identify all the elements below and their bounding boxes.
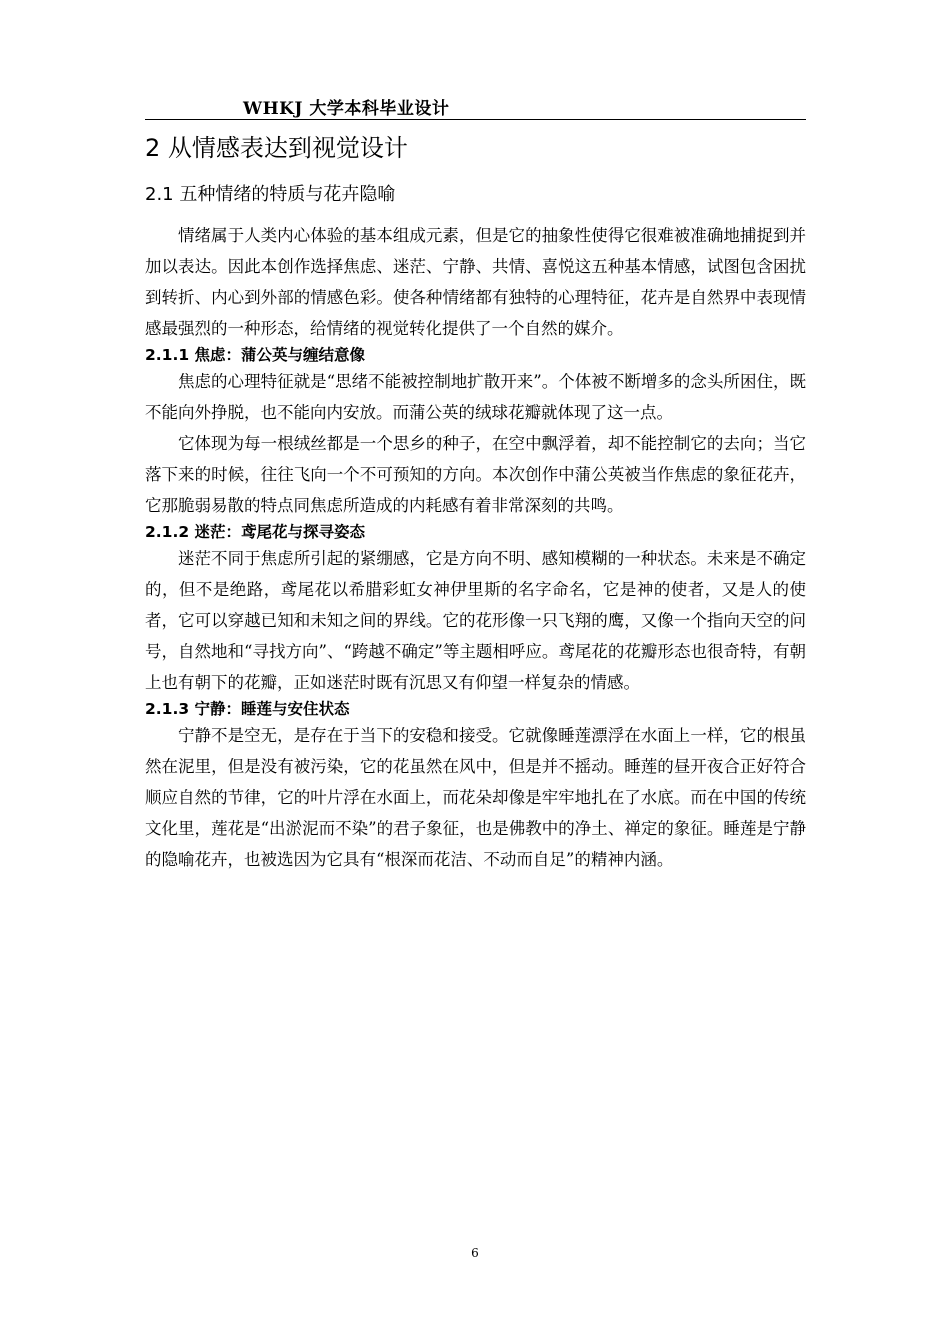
- running-header-title: WHKJ 大学本科毕业设计: [243, 99, 450, 119]
- subsection-title-tranquility: 2.1.3 宁静：睡莲与安住状态: [145, 700, 350, 718]
- paragraph: 焦虑的心理特征就是“思绪不能被控制地扩散开来”。个体被不断增多的念头所困住，既不能向外挣脱，也不能向内安放。而蒲公英的绒球花瓣就体现了这一点。: [145, 372, 806, 422]
- subsection-title-anxiety: 2.1.1 焦虑：蒲公英与缠结意像: [145, 346, 366, 364]
- subsection-title-confusion: 2.1.2 迷茫：鸢尾花与探寻姿态: [145, 523, 366, 541]
- page-number: 6: [471, 1246, 479, 1260]
- chapter-title: 2 从情感表达到视觉设计: [145, 134, 408, 162]
- running-header: [145, 92, 806, 120]
- section-title: 2.1 五种情绪的特质与花卉隐喻: [145, 184, 396, 205]
- paragraph: 它体现为每一根绒丝都是一个思乡的种子，在空中飘浮着，却不能控制它的去向；当它落下来的时候，往往飞向一个不可预知的方向。本次创作中蒲公英被当作焦虑的象征花卉，它那脆弱易散的特点同焦虑所造成的内耗感有着非常深刻的共鸣。: [145, 434, 806, 515]
- section-intro-paragraph: 情绪属于人类内心体验的基本组成元素，但是它的抽象性使得它很难被准确地捕捉到并加以表达。因此本创作选择焦虑、迷茫、宁静、共情、喜悦这五种基本情感，试图包含困扰到转折、内心到外部的情感色彩。使各种情绪都有独特的心理特征，花卉是自然界中表现情感最强烈的一种形态，给情绪的视觉转化提供了一个自然的媒介。: [145, 226, 806, 338]
- paragraph: 迷茫不同于焦虑所引起的紧绷感，它是方向不明、感知模糊的一种状态。未来是不确定的，但不是绝路，鸢尾花以希腊彩虹女神伊里斯的名字命名，它是神的使者，又是人的使者，它可以穿越已知和未知之间的界线。它的花形像一只飞翔的鹰，又像一个指向天空的问号，自然地和“寻找方向”、“跨越不确定”等主题相呼应。鸢尾花的花瓣形态也很奇特，有朝上也有朝下的花瓣，正如迷茫时既有沉思又有仰望一样复杂的情感。: [145, 549, 806, 692]
- paragraph: 宁静不是空无，是存在于当下的安稳和接受。它就像睡莲漂浮在水面上一样，它的根虽然在泥里，但是没有被污染，它的花虽然在风中，但是并不摇动。睡莲的昼开夜合正好符合顺应自然的节律，它的叶片浮在水面上，而花朵却像是牢牢地扎在了水底。而在中国的传统文化里，莲花是“出淤泥而不染”的君子象征，也是佛教中的净土、禅定的象征。睡莲是宁静的隐喻花卉，也被选因为它具有“根深而花洁、不动而自足”的精神内涵。: [145, 726, 806, 869]
- page-content: [145, 128, 806, 875]
